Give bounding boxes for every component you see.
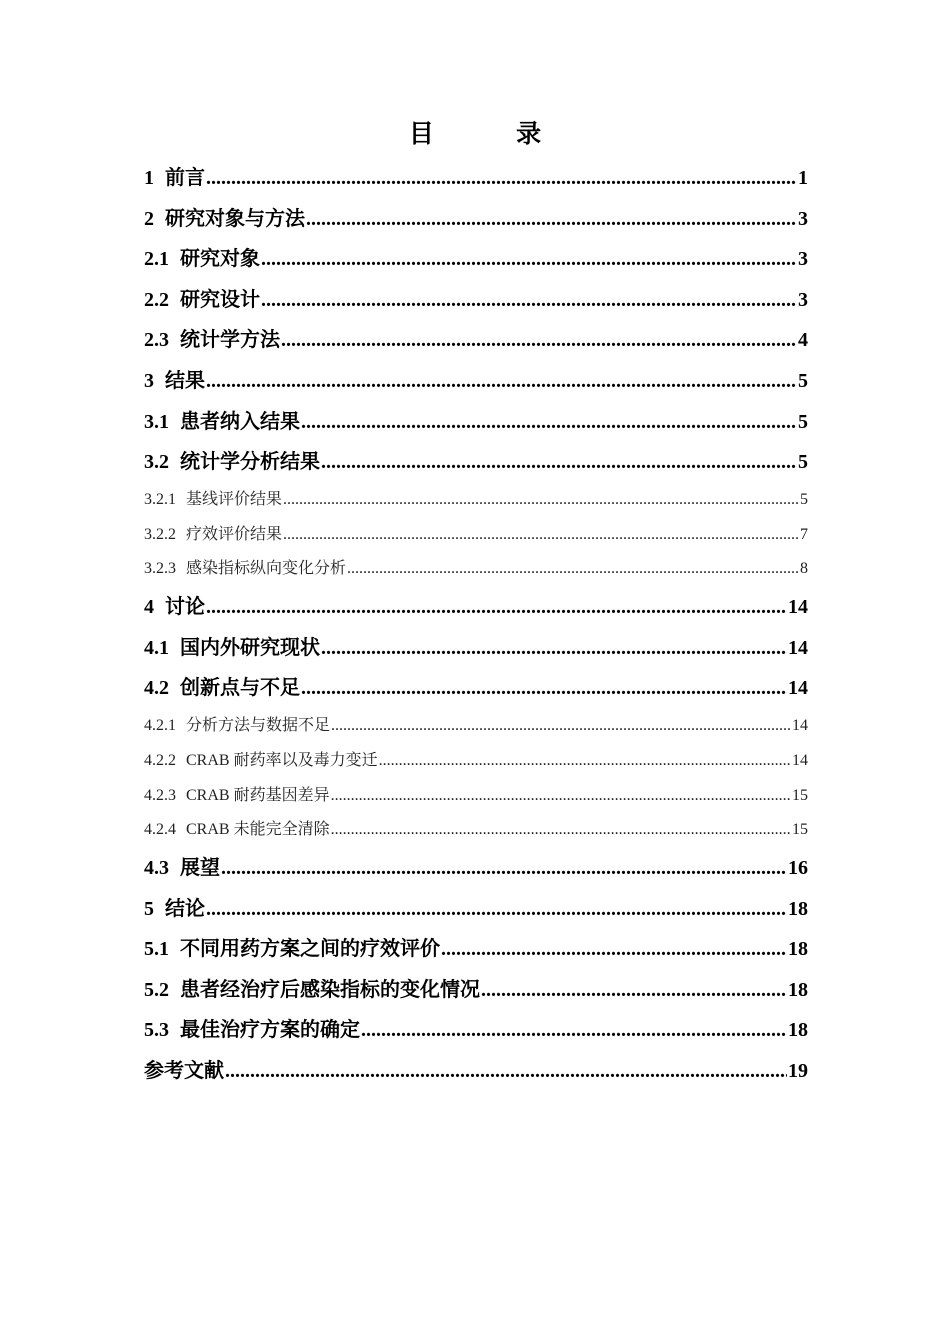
toc-entry-number: 4.2.3 xyxy=(144,786,176,804)
toc-entry-label: CRAB 耐药率以及毒力变迁 xyxy=(186,751,378,769)
toc-entry-label: 统计学分析结果 xyxy=(180,451,320,474)
toc-entry-label: 研究对象 xyxy=(180,248,260,271)
toc-entry-number: 2.1 xyxy=(144,248,169,271)
toc-dot-leader xyxy=(321,628,787,669)
toc-entry-label: 结果 xyxy=(165,369,205,392)
toc-entry-page-number: 14 xyxy=(792,751,808,769)
toc-entry-page-number: 3 xyxy=(798,207,808,230)
toc-entry-number: 2 xyxy=(144,207,154,230)
toc-entry[interactable] xyxy=(144,587,808,628)
toc-entry-label: 参考文献 xyxy=(144,1060,224,1083)
toc-entry-page-number: 4 xyxy=(798,329,808,352)
toc-entry-number: 4.2 xyxy=(144,677,169,700)
toc-entry-number: 2.2 xyxy=(144,288,169,311)
toc-dot-leader xyxy=(206,158,797,199)
toc-entry-page-number: 7 xyxy=(800,525,808,543)
toc-entry-label: 不同用药方案之间的疗效评价 xyxy=(180,938,440,961)
toc-entry[interactable] xyxy=(144,628,808,669)
toc-entry-page-number: 18 xyxy=(788,938,808,961)
toc-dot-leader xyxy=(441,929,787,970)
toc-entry-label: CRAB 耐药基因差异 xyxy=(186,786,330,804)
toc-entry-page-number: 14 xyxy=(788,636,808,659)
toc-entry-number: 5 xyxy=(144,897,154,920)
toc-entry[interactable] xyxy=(144,320,808,361)
toc-entry-page-number: 8 xyxy=(800,560,808,578)
toc-entry-page-number: 16 xyxy=(788,857,808,880)
toc-dot-leader xyxy=(206,587,787,628)
toc-entry-page-number: 14 xyxy=(788,596,808,619)
toc-entry-number: 4.2.2 xyxy=(144,751,176,769)
toc-entry-number: 3.1 xyxy=(144,410,169,433)
toc-dot-leader xyxy=(283,483,799,518)
toc-list xyxy=(144,158,808,1092)
toc-entry-number: 4.2.4 xyxy=(144,821,176,839)
toc-entry[interactable] xyxy=(144,744,808,779)
toc-entry-number: 5.1 xyxy=(144,938,169,961)
toc-entry-label: 感染指标纵向变化分析 xyxy=(186,560,347,578)
toc-entry-page-number: 18 xyxy=(788,978,808,1001)
toc-dot-leader xyxy=(331,779,791,814)
toc-dot-leader xyxy=(206,361,797,402)
toc-entry[interactable] xyxy=(144,970,808,1011)
toc-dot-leader xyxy=(221,848,787,889)
toc-entry-page-number: 14 xyxy=(788,677,808,700)
toc-dot-leader xyxy=(283,518,799,553)
toc-entry[interactable] xyxy=(144,483,808,518)
toc-entry-label: 患者纳入结果 xyxy=(180,410,300,433)
toc-entry-number: 3 xyxy=(144,369,154,392)
toc-entry-label: CRAB 未能完全清除 xyxy=(186,821,330,839)
toc-entry[interactable] xyxy=(144,361,808,402)
toc-entry-number: 5.3 xyxy=(144,1019,169,1042)
toc-entry[interactable] xyxy=(144,813,808,848)
toc-entry-page-number: 14 xyxy=(792,716,808,734)
toc-dot-leader xyxy=(261,280,797,321)
toc-entry[interactable] xyxy=(144,239,808,280)
toc-entry-number: 4.3 xyxy=(144,857,169,880)
toc-entry[interactable] xyxy=(144,442,808,483)
toc-entry-page-number: 18 xyxy=(788,897,808,920)
toc-entry-page-number: 1 xyxy=(798,167,808,189)
toc-dot-leader xyxy=(301,668,787,709)
toc-dot-leader xyxy=(225,1051,787,1092)
toc-entry-number: 4.2.1 xyxy=(144,716,176,734)
toc-entry-page-number: 15 xyxy=(792,821,808,839)
toc-entry[interactable] xyxy=(144,848,808,889)
toc-entry[interactable] xyxy=(144,402,808,443)
toc-entry-number: 1 xyxy=(144,167,154,189)
toc-dot-leader xyxy=(331,813,791,848)
toc-entry[interactable] xyxy=(144,552,808,587)
toc-entry-label: 最佳治疗方案的确定 xyxy=(180,1019,360,1042)
toc-entry-label: 讨论 xyxy=(165,596,205,619)
toc-entry-label: 研究对象与方法 xyxy=(165,207,305,230)
toc-entry-number: 4.1 xyxy=(144,636,169,659)
toc-entry-page-number: 3 xyxy=(798,288,808,311)
toc-entry-label: 国内外研究现状 xyxy=(180,636,320,659)
toc-entry[interactable] xyxy=(144,1051,808,1092)
toc-entry[interactable] xyxy=(144,929,808,970)
toc-entry-label: 研究设计 xyxy=(180,288,260,311)
toc-dot-leader xyxy=(347,552,799,587)
toc-entry-label: 分析方法与数据不足 xyxy=(186,716,331,734)
toc-entry-label: 基线评价结果 xyxy=(186,490,283,508)
toc-entry-number: 3.2.3 xyxy=(144,560,176,578)
toc-dot-leader xyxy=(331,709,791,744)
toc-entry[interactable] xyxy=(144,668,808,709)
toc-entry[interactable] xyxy=(144,158,808,199)
toc-dot-leader xyxy=(321,442,797,483)
toc-dot-leader xyxy=(379,744,791,779)
toc-entry-page-number: 18 xyxy=(788,1019,808,1042)
toc-entry[interactable] xyxy=(144,518,808,553)
toc-entry-label: 患者经治疗后感染指标的变化情况 xyxy=(180,978,480,1001)
toc-entry-label: 创新点与不足 xyxy=(180,677,300,700)
toc-entry-page-number: 3 xyxy=(798,248,808,271)
toc-entry-page-number: 19 xyxy=(788,1060,808,1083)
toc-entry-page-number: 5 xyxy=(798,451,808,474)
toc-dot-leader xyxy=(206,889,787,930)
toc-dot-leader xyxy=(281,320,797,361)
toc-entry-number: 3.2.2 xyxy=(144,525,176,543)
toc-entry-number: 2.3 xyxy=(144,329,169,352)
toc-dot-leader xyxy=(361,1010,787,1051)
toc-entry-label: 展望 xyxy=(180,857,220,880)
toc-entry-label: 前言 xyxy=(165,167,205,189)
toc-entry-label: 统计学方法 xyxy=(180,329,280,352)
toc-entry[interactable] xyxy=(144,1010,808,1051)
toc-entry[interactable] xyxy=(144,709,808,744)
toc-title: 目 录 xyxy=(408,121,580,148)
toc-entry[interactable] xyxy=(144,889,808,930)
toc-entry-page-number: 15 xyxy=(792,786,808,804)
toc-entry-number: 3.2 xyxy=(144,451,169,474)
toc-dot-leader xyxy=(306,199,797,240)
toc-dot-leader xyxy=(261,239,797,280)
toc-entry[interactable] xyxy=(144,779,808,814)
toc-entry-number: 5.2 xyxy=(144,978,169,1001)
toc-entry-number: 4 xyxy=(144,596,154,619)
toc-entry-page-number: 5 xyxy=(798,369,808,392)
toc-entry[interactable] xyxy=(144,199,808,240)
toc-dot-leader xyxy=(301,402,797,443)
toc-entry-number: 3.2.1 xyxy=(144,490,176,508)
toc-dot-leader xyxy=(481,970,787,1011)
toc-entry-page-number: 5 xyxy=(798,410,808,433)
toc-entry-label: 疗效评价结果 xyxy=(186,525,283,543)
toc-entry-label: 结论 xyxy=(165,897,205,920)
toc-entry-page-number: 5 xyxy=(800,490,808,508)
toc-entry[interactable] xyxy=(144,280,808,321)
